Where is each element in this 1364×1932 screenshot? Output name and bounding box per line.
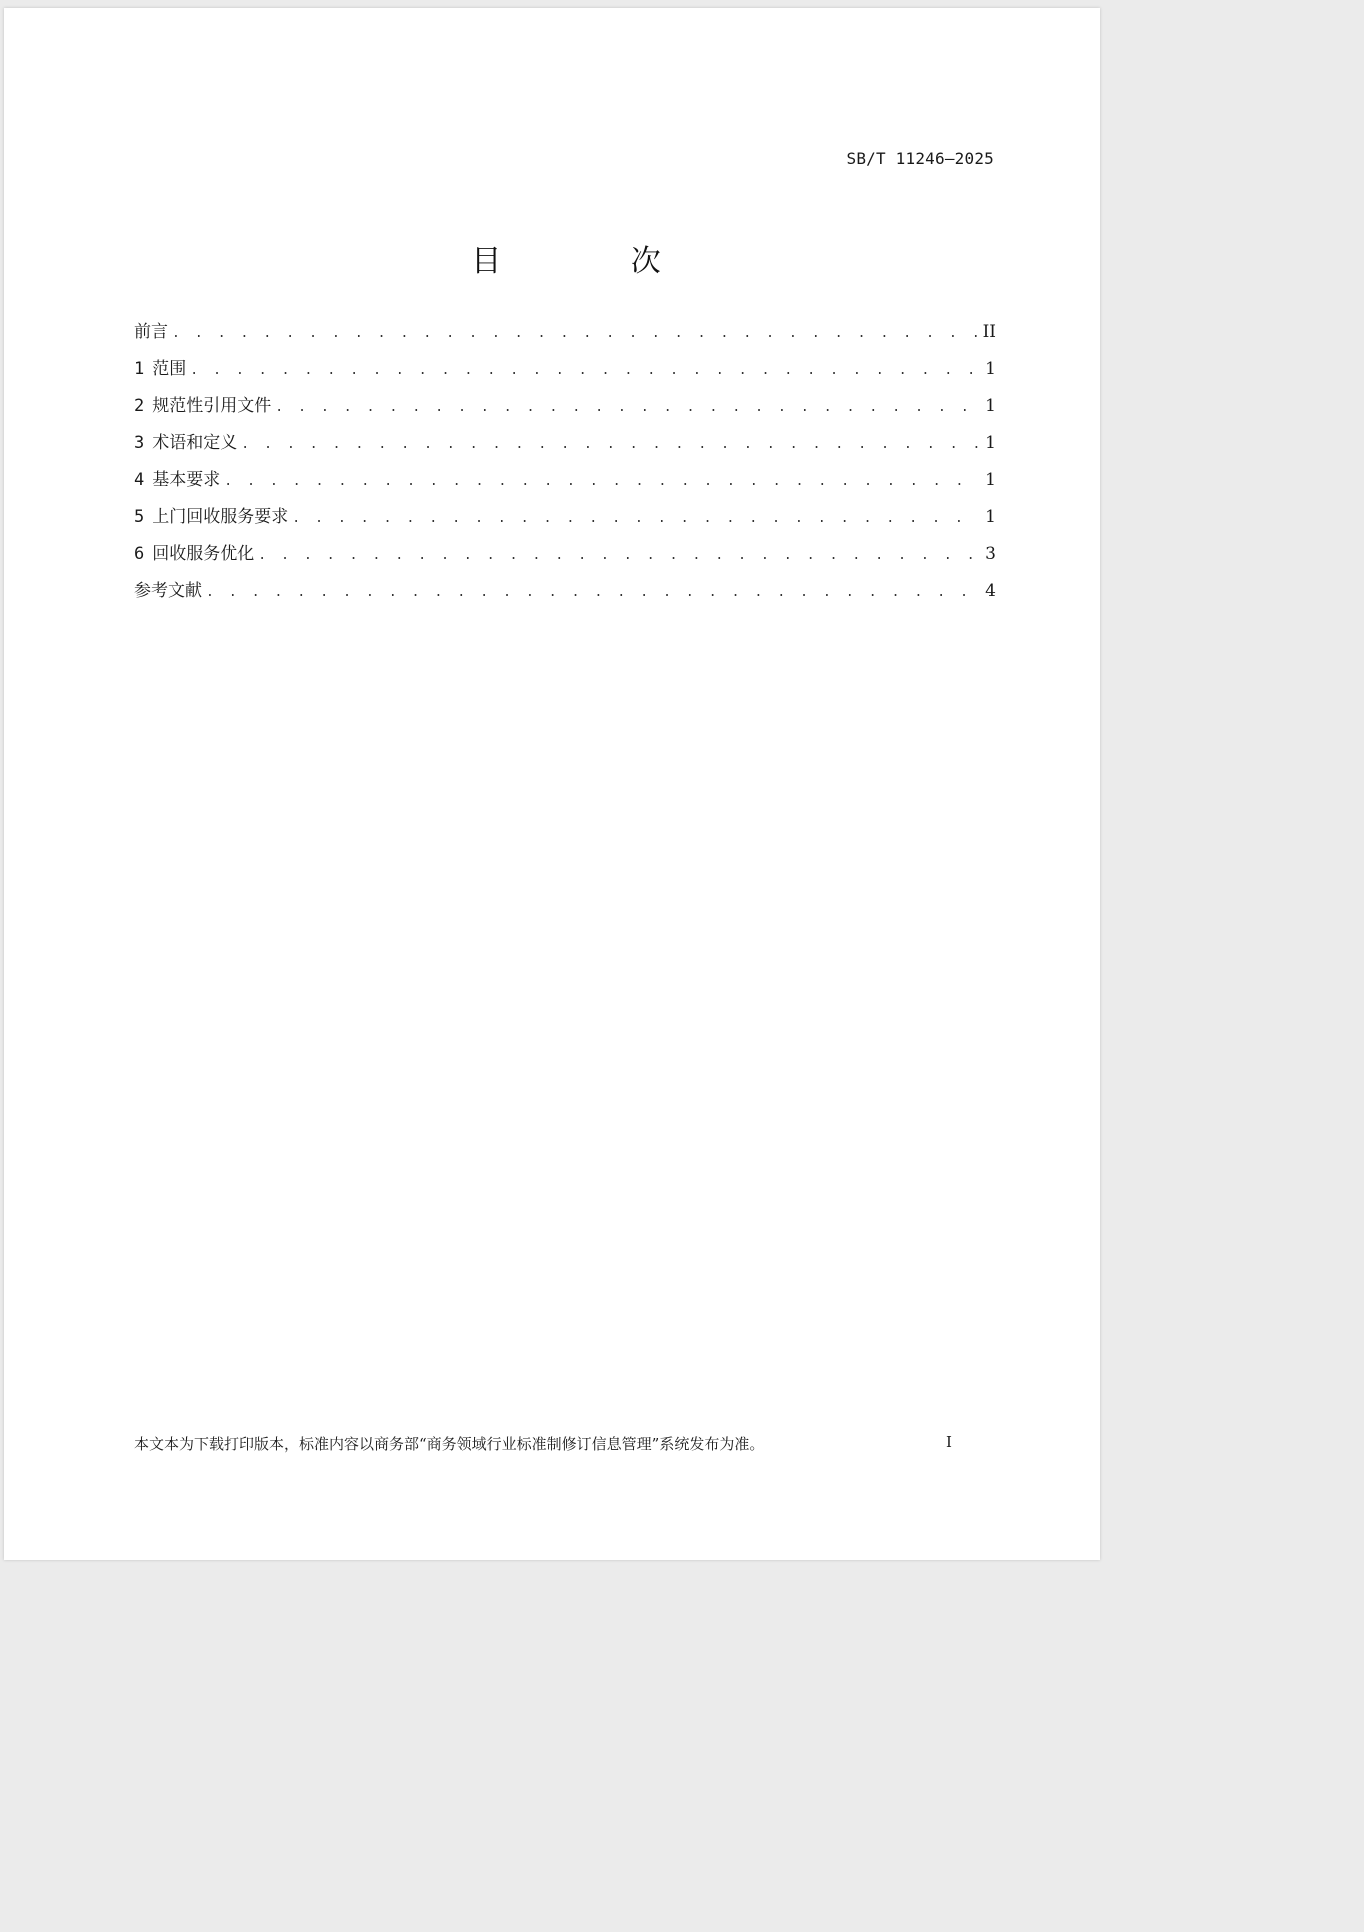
toc-entry-label: 1 范围 [134, 359, 187, 379]
toc-title: 目 次 [471, 244, 721, 279]
toc-entry-service-optimization[interactable] [134, 536, 996, 573]
toc-entry-bibliography[interactable] [134, 573, 996, 610]
dot-leader [224, 463, 979, 500]
toc-entry-page: 4 [985, 581, 996, 601]
page-number: I [946, 1433, 952, 1451]
toc-entry-basic-requirements[interactable] [134, 462, 996, 499]
toc-entry-number: 6 [134, 544, 145, 564]
toc-entry-normative-references[interactable] [134, 388, 996, 425]
dot-leader [241, 426, 979, 463]
toc-entry-label: 3 术语和定义 [134, 433, 238, 453]
footer-disclaimer: 本文本为下载打印版本，标准内容以商务部“商务领域行业标准制修订信息管理”系统发布为准。 [134, 1435, 765, 1453]
dot-leader [258, 537, 979, 574]
table-of-contents [134, 314, 996, 610]
toc-entry-page: 3 [985, 544, 996, 564]
toc-entry-foreword[interactable] [134, 314, 996, 351]
standard-code: SB/T 11246—2025 [846, 149, 994, 168]
dot-leader [292, 500, 979, 537]
toc-entry-label: 4 基本要求 [134, 470, 221, 490]
toc-entry-page: 1 [985, 359, 996, 379]
toc-entry-number: 5 [134, 507, 145, 527]
toc-entry-label: 参考文献 [134, 581, 202, 601]
toc-entry-number: 1 [134, 359, 145, 379]
toc-entry-terms-definitions[interactable] [134, 425, 996, 462]
toc-entry-label: 2 规范性引用文件 [134, 396, 272, 416]
dot-leader [206, 574, 979, 611]
toc-entry-label: 6 回收服务优化 [134, 544, 255, 564]
toc-entry-number: 4 [134, 470, 145, 490]
document-page [4, 8, 1100, 1560]
toc-entry-number: 3 [134, 433, 145, 453]
toc-entry-number: 2 [134, 396, 145, 416]
toc-entry-scope[interactable] [134, 351, 996, 388]
toc-entry-page: 1 [985, 470, 996, 490]
dot-leader [190, 352, 979, 389]
toc-entry-page: 1 [985, 507, 996, 527]
toc-entry-page: 1 [985, 433, 996, 453]
toc-entry-door-to-door-service[interactable] [134, 499, 996, 536]
toc-entry-label: 5 上门回收服务要求 [134, 507, 289, 527]
toc-entry-page: II [982, 322, 996, 342]
dot-leader [275, 389, 979, 426]
dot-leader [172, 315, 977, 352]
toc-entry-label: 前言 [134, 322, 168, 342]
toc-entry-page: 1 [985, 396, 996, 416]
